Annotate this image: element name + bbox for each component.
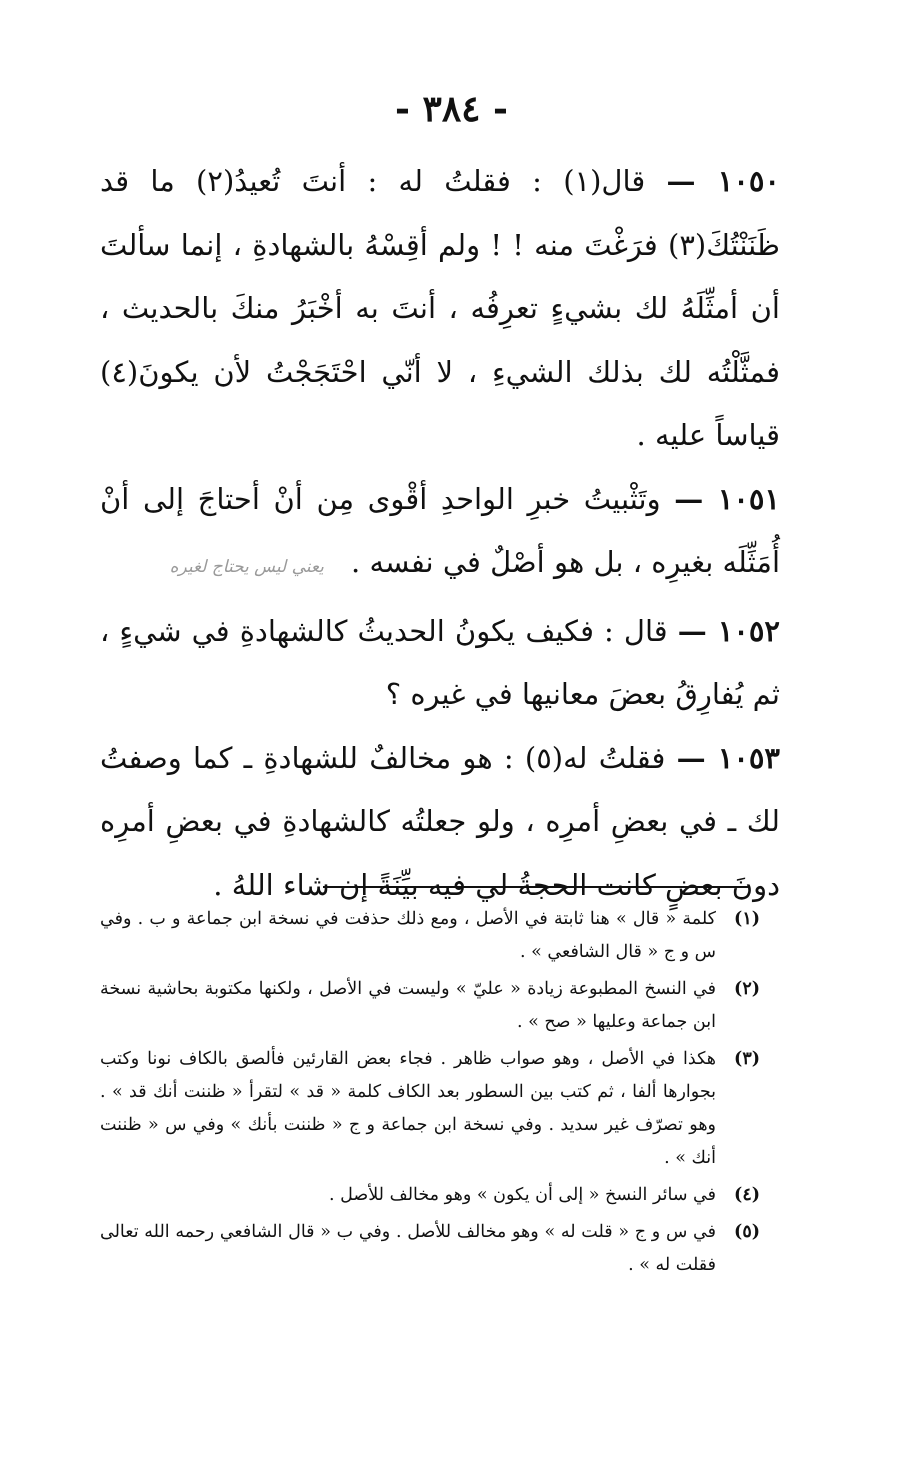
footnote-number: (٢) xyxy=(734,979,760,999)
paragraph-number: ١٠٥١ — xyxy=(674,481,781,516)
footnote-text: هكذا في الأصل ، وهو صواب ظاهر . فجاء بعض القارئين فألصق بالكاف نونا وكتب بجوارها ألفا ، ثم كتب بين السطور بعد الكاف كلمة « قد » لتقرأ « ظننت أنك قد » . وهو تصرّف غير سديد . وفي نسخة ابن جماعة و ج « ظننت بأنك » وفي س « ظننت أنك » . xyxy=(100,1049,716,1168)
footnote-text: في النسخ المطبوعة زيادة « عليّ » وليست في الأصل ، ولكنها مكتوبة بحاشية نسخة ابن جماعة وعليها « صح » . xyxy=(100,979,716,1032)
footnote-4 xyxy=(100,1179,760,1212)
paragraph-1051 xyxy=(100,468,780,600)
footnote-text: كلمة « قال » هنا ثابتة في الأصل ، ومع ذلك حذفت في نسخة ابن جماعة و ب . وفي س و ج « قال الشافعي » . xyxy=(100,909,716,962)
paragraph-number: ١٠٥٢ — xyxy=(677,613,780,648)
footnote-number: (١) xyxy=(734,909,760,929)
footnote-divider xyxy=(323,886,749,888)
paragraph-text: قال : فكيف يكونُ الحديثُ كالشهادةِ في شيءٍ ، ثم يُفارِقُ بعضَ معانيها في غيره ؟ xyxy=(100,613,780,711)
paragraph-1050 xyxy=(100,150,780,468)
paragraph-1053 xyxy=(100,727,780,918)
footnote-2 xyxy=(100,973,760,1039)
paragraph-number: ١٠٥٣ — xyxy=(676,740,780,775)
footnote-5 xyxy=(100,1216,760,1282)
footnote-1 xyxy=(100,903,760,969)
paragraph-text: قال(١) : فقلتُ له : أنتَ تُعيدُ(٢) ما قد ظَنَنْتُكَ(٣) فرَغْتَ منه ! ! ولم أقِسْهُ بالشهادةِ ، إنما سألتَ أن أمثِّلَهُ لك بشيءٍ تعرِفُه ، أنتَ به أخْبَرُ منكَ بالحديث ، فمثَّلْتُه لك بذلك الشيءِ ، لا أنّي احْتَجَجْتُ لأن يكونَ(٤) قياساً عليه . xyxy=(100,164,780,452)
footnote-3 xyxy=(100,1043,760,1175)
paragraph-number: ١٠٥٠ — xyxy=(666,164,780,198)
footnotes xyxy=(100,903,760,1286)
footnote-number: (٥) xyxy=(734,1222,760,1242)
paragraph-text: وتَثْبيتُ خبرِ الواحدِ أقْوى مِن أنْ أحتاجَ إلى أنْ أُمَثِّلَه بغيرِه ، بل هو أصْلٌ في نفسه . xyxy=(100,481,780,579)
footnote-text: في سائر النسخ « إلى أن يكون » وهو مخالف للأصل . xyxy=(329,1185,716,1205)
handwritten-margin-note: يعني ليس يحتاج لغيره xyxy=(169,557,324,577)
main-text xyxy=(100,150,780,917)
paragraph-1052 xyxy=(100,600,780,727)
page-number: - ٣٨٤ - xyxy=(395,88,508,130)
footnote-number: (٤) xyxy=(734,1185,760,1205)
footnote-number: (٣) xyxy=(734,1049,760,1069)
paragraph-text: فقلتُ له(٥) : هو مخالفٌ للشهادةِ ـ كما وصفتُ لك ـ في بعضِ أمرِه ، ولو جعلتُه كالشهادةِ في بعضِ أمرِه دونَ بعضٍ كانت الحجةُ لي فيه بيِّنَةً إن شاء اللهُ . xyxy=(100,740,780,902)
footnote-text: في س و ج « قلت له » وهو مخالف للأصل . وفي ب « قال الشافعي رحمه الله تعالى فقلت له » . xyxy=(100,1222,716,1275)
